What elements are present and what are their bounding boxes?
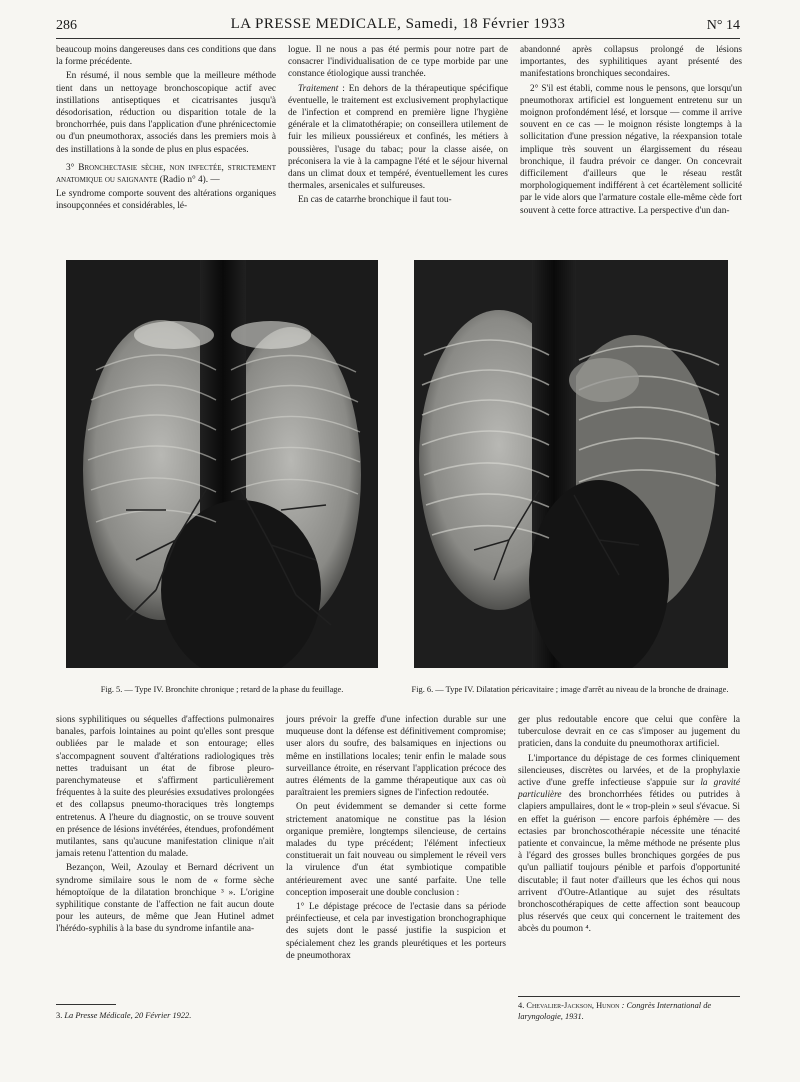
emphasis: la gravité particulière bbox=[518, 778, 741, 801]
header-rule bbox=[56, 38, 740, 39]
paragraph: logue. Il ne nous a pas été permis pour notre part de consacrer l'individualisation de ce type morbide par une constance étiologique aussi tranchée. bbox=[288, 45, 508, 80]
paragraph: En cas de catarrhe bronchique il faut tou- bbox=[298, 195, 452, 206]
bottom-column-2 bbox=[286, 714, 506, 964]
page-number: 286 bbox=[56, 18, 77, 33]
traitement-label: Traitement bbox=[298, 83, 339, 94]
paragraph: Bezançon, Weil, Azoulay et Bernard décrivent un syndrome similaire sous le nom de « forme sèche hémoptoïque de la dilatation bronchique ³ ». L'origine syphilitique constante de l'affection ne fait aucun doute pour les auteurs, de même que Jean Hutinel admet l'hérédo-syphilis à la base du syndrome infantile ana- bbox=[56, 863, 274, 935]
paragraph: 1° Le dépistage précoce de l'ectasie dans sa période préinfectieuse, et cela par investigation bronchographique des sujets dont le passé justifie la suspicion et spécialement chez les grands pleurétiques et les porteurs de pneumothorax bbox=[286, 902, 506, 961]
bottom-column-1 bbox=[56, 714, 274, 938]
page-header bbox=[56, 14, 740, 36]
footnote-4 bbox=[518, 1000, 740, 1022]
footnote-rule bbox=[518, 996, 740, 997]
paragraph: ger plus redoutable encore que celui que confère la tuberculose devrait en ce cas s'imposer au jugement du praticien, dans la conduite du pneumothorax artificiel. bbox=[518, 715, 740, 750]
paragraph: abandonné après collapsus prolongé de lésions importantes, des syphilitiques ayant présenté des manifestations bronchiques secondaires. bbox=[520, 45, 742, 80]
heading-label: 3° Bronchectasie sèche, non infectée, strictement anatomique ou saignante bbox=[56, 162, 276, 186]
xray-figure-5 bbox=[66, 260, 378, 668]
paragraph: En résumé, il nous semble que la meilleure méthode tient dans un nettoyage bronchoscopique actif avec instillations antiseptiques et cicatrisantes jusqu'à désodorisation, réduction ou disparition totale de la bronchorrhée, puis dans l'application d'une phrénicectomie ou d'un pneumothorax, associés dans les premiers mois à des instillations à la sonde de plus en plus espacées. bbox=[56, 71, 276, 155]
journal-title: LA PRESSE MEDICALE, Samedi, 18 Février 1933 bbox=[230, 16, 566, 32]
issue-number: N° 14 bbox=[706, 18, 740, 33]
top-column-1 bbox=[56, 44, 276, 215]
footnote-authors: Chevalier-Jackson, Hunon bbox=[526, 1001, 620, 1010]
footnote-rule bbox=[56, 1004, 116, 1005]
paragraph: jours prévoir la greffe d'une infection durable sur une muqueuse dont la défense est définitivement compromise; user alors du soufre, des balsamiques en injections ou même en instillations locales; tenir enfin le malade sous surveillance étroite, en réservant l'application précoce des autres éléments de la gamme thérapeutique aux cas où paraîtraient les premiers signes de l'infection redoutée. bbox=[286, 715, 506, 799]
xray-image-5 bbox=[66, 260, 378, 668]
figure-5-caption: Fig. 5. — Type IV. Bronchite chronique ; retard de la phase du feuillage. bbox=[100, 685, 344, 694]
figure-6-caption: Fig. 6. — Type IV. Dilatation péricavitaire ; image d'arrêt au niveau de la bronche de drainage. bbox=[411, 685, 729, 694]
paragraph: Le syndrome comporte souvent des altérations organiques insoupçonnées et considérables, lé- bbox=[56, 189, 276, 212]
xray-figure-6 bbox=[414, 260, 728, 668]
paragraph: beaucoup moins dangereuses dans ces conditions que dans la forme précédente. bbox=[56, 45, 276, 68]
paragraph bbox=[288, 83, 508, 193]
xray-image-6 bbox=[414, 260, 728, 668]
top-column-2 bbox=[288, 44, 508, 209]
footnote-text: : Congrès International de laryngologie, 1931. bbox=[518, 1001, 712, 1021]
paragraph: 2° S'il est établi, comme nous le pensons, que lorsqu'un pneumothorax artificiel est longuement entretenu sur un moignon profondément lésé, et lorsque — comme il arrive souvent en ce cas — le moignon résiste longtemps à la sollicitation d'une pression négative, la réexpansion totale implique très souvent un élargissement du réseau bronchique, il faudra prévoir ce danger. On concevrait difficilement d'ailleurs que le réseau restât morphologiquement indifférent à cet écartèlement sollicité par le vide alors que l'armature costale elle-même cède fort souvent à cette force attractive. La perspective d'un dan- bbox=[520, 83, 742, 216]
footnote-3 bbox=[56, 1010, 276, 1021]
text-end: des bronchorrhées fétides ou putrides à clapiers ampullaires, dont le « trop-plein » seul s'évacue. Si en effet la guérison — encore parfois éphémère — des ectasies par bronchoscothérapie nécessite une ténacité patiente et convaincue, la même méthode ne présente plus à l'égard des grosses bulles bronchiques gorgées de pus qu'un palliatif toujours pénible et parfois d'opportunité discutable; il faut noter d'ailleurs que les échos qui nous arrivent d'Outre-Atlantique au sujet des résultats bronchoscothérapiques de cette affection sont beaucoup plus réservés que ceux qui concernent le traitement des abcès du poumon ⁴. bbox=[518, 790, 740, 935]
footnote-text: La Presse Médicale, 20 Février 1922. bbox=[64, 1011, 192, 1020]
paragraph bbox=[518, 753, 740, 936]
paragraph: sions syphilitiques ou séquelles d'affections pulmonaires banales, parfois lointaines au point qu'elles sont presque oubliées par le malade et son entourage; elles s'accompagnent souvent d'altérations radiologiques très nettes traduisant un état de fibrose pleuro-parenchymateuse et s'affirment particulièrement fréquentes à la suite des pleurésies exsudatives prolongées et des collapsus pneumo-thoraciques très longtemps entretenus. A l'heure du diagnostic, on se trouve souvent en présence de lésions invétérées, étendues, profondément mutilantes, sans qu'aucune manifestation clinique n'ait jamais retenu l'attention du malade. bbox=[56, 715, 274, 860]
heading-tail: (Radio n° 4). — bbox=[159, 175, 220, 186]
traitement-text: : En dehors de la thérapeutique spécifique éventuelle, le traitement est exclusivement prophylactique de l'infection et comprend en première ligne l'hygiène générale et la climatothérapie; on conseillera utilement de fuir les milieux poussiéreux et confinés, les métiers à poussières, l'usage du tabac; pour la classe aisée, on préconisera la vie à la campagne l'été et le séjour hivernal dans un climat doux et tempéré, éventuellement les cures thermales, arsenicales et sulfureuses. bbox=[288, 83, 508, 192]
top-column-3 bbox=[520, 44, 742, 219]
paragraph: On peut évidemment se demander si cette forme strictement anatomique ne constitue pas la lésion organique première, longtemps silencieuse, de certains malades du type précédent; l'élément infectieux constituerait un fait nouveau ou simplement le réveil vers la virulence d'un état symbiotique compatible antérieurement avec une santé parfaite. Une telle conception imposerait une double conclusion : bbox=[286, 802, 506, 898]
section-heading bbox=[56, 162, 276, 186]
footnote-number: 4. bbox=[518, 1001, 525, 1010]
text-start: L'importance du dépistage de ces formes cliniquement silencieuses, discrètes ou larvées, et de la prophylaxie active d'une greffe infectieuse s'appuie sur bbox=[518, 753, 740, 789]
footnote-number: 3. bbox=[56, 1011, 63, 1020]
bottom-column-3 bbox=[518, 714, 740, 938]
